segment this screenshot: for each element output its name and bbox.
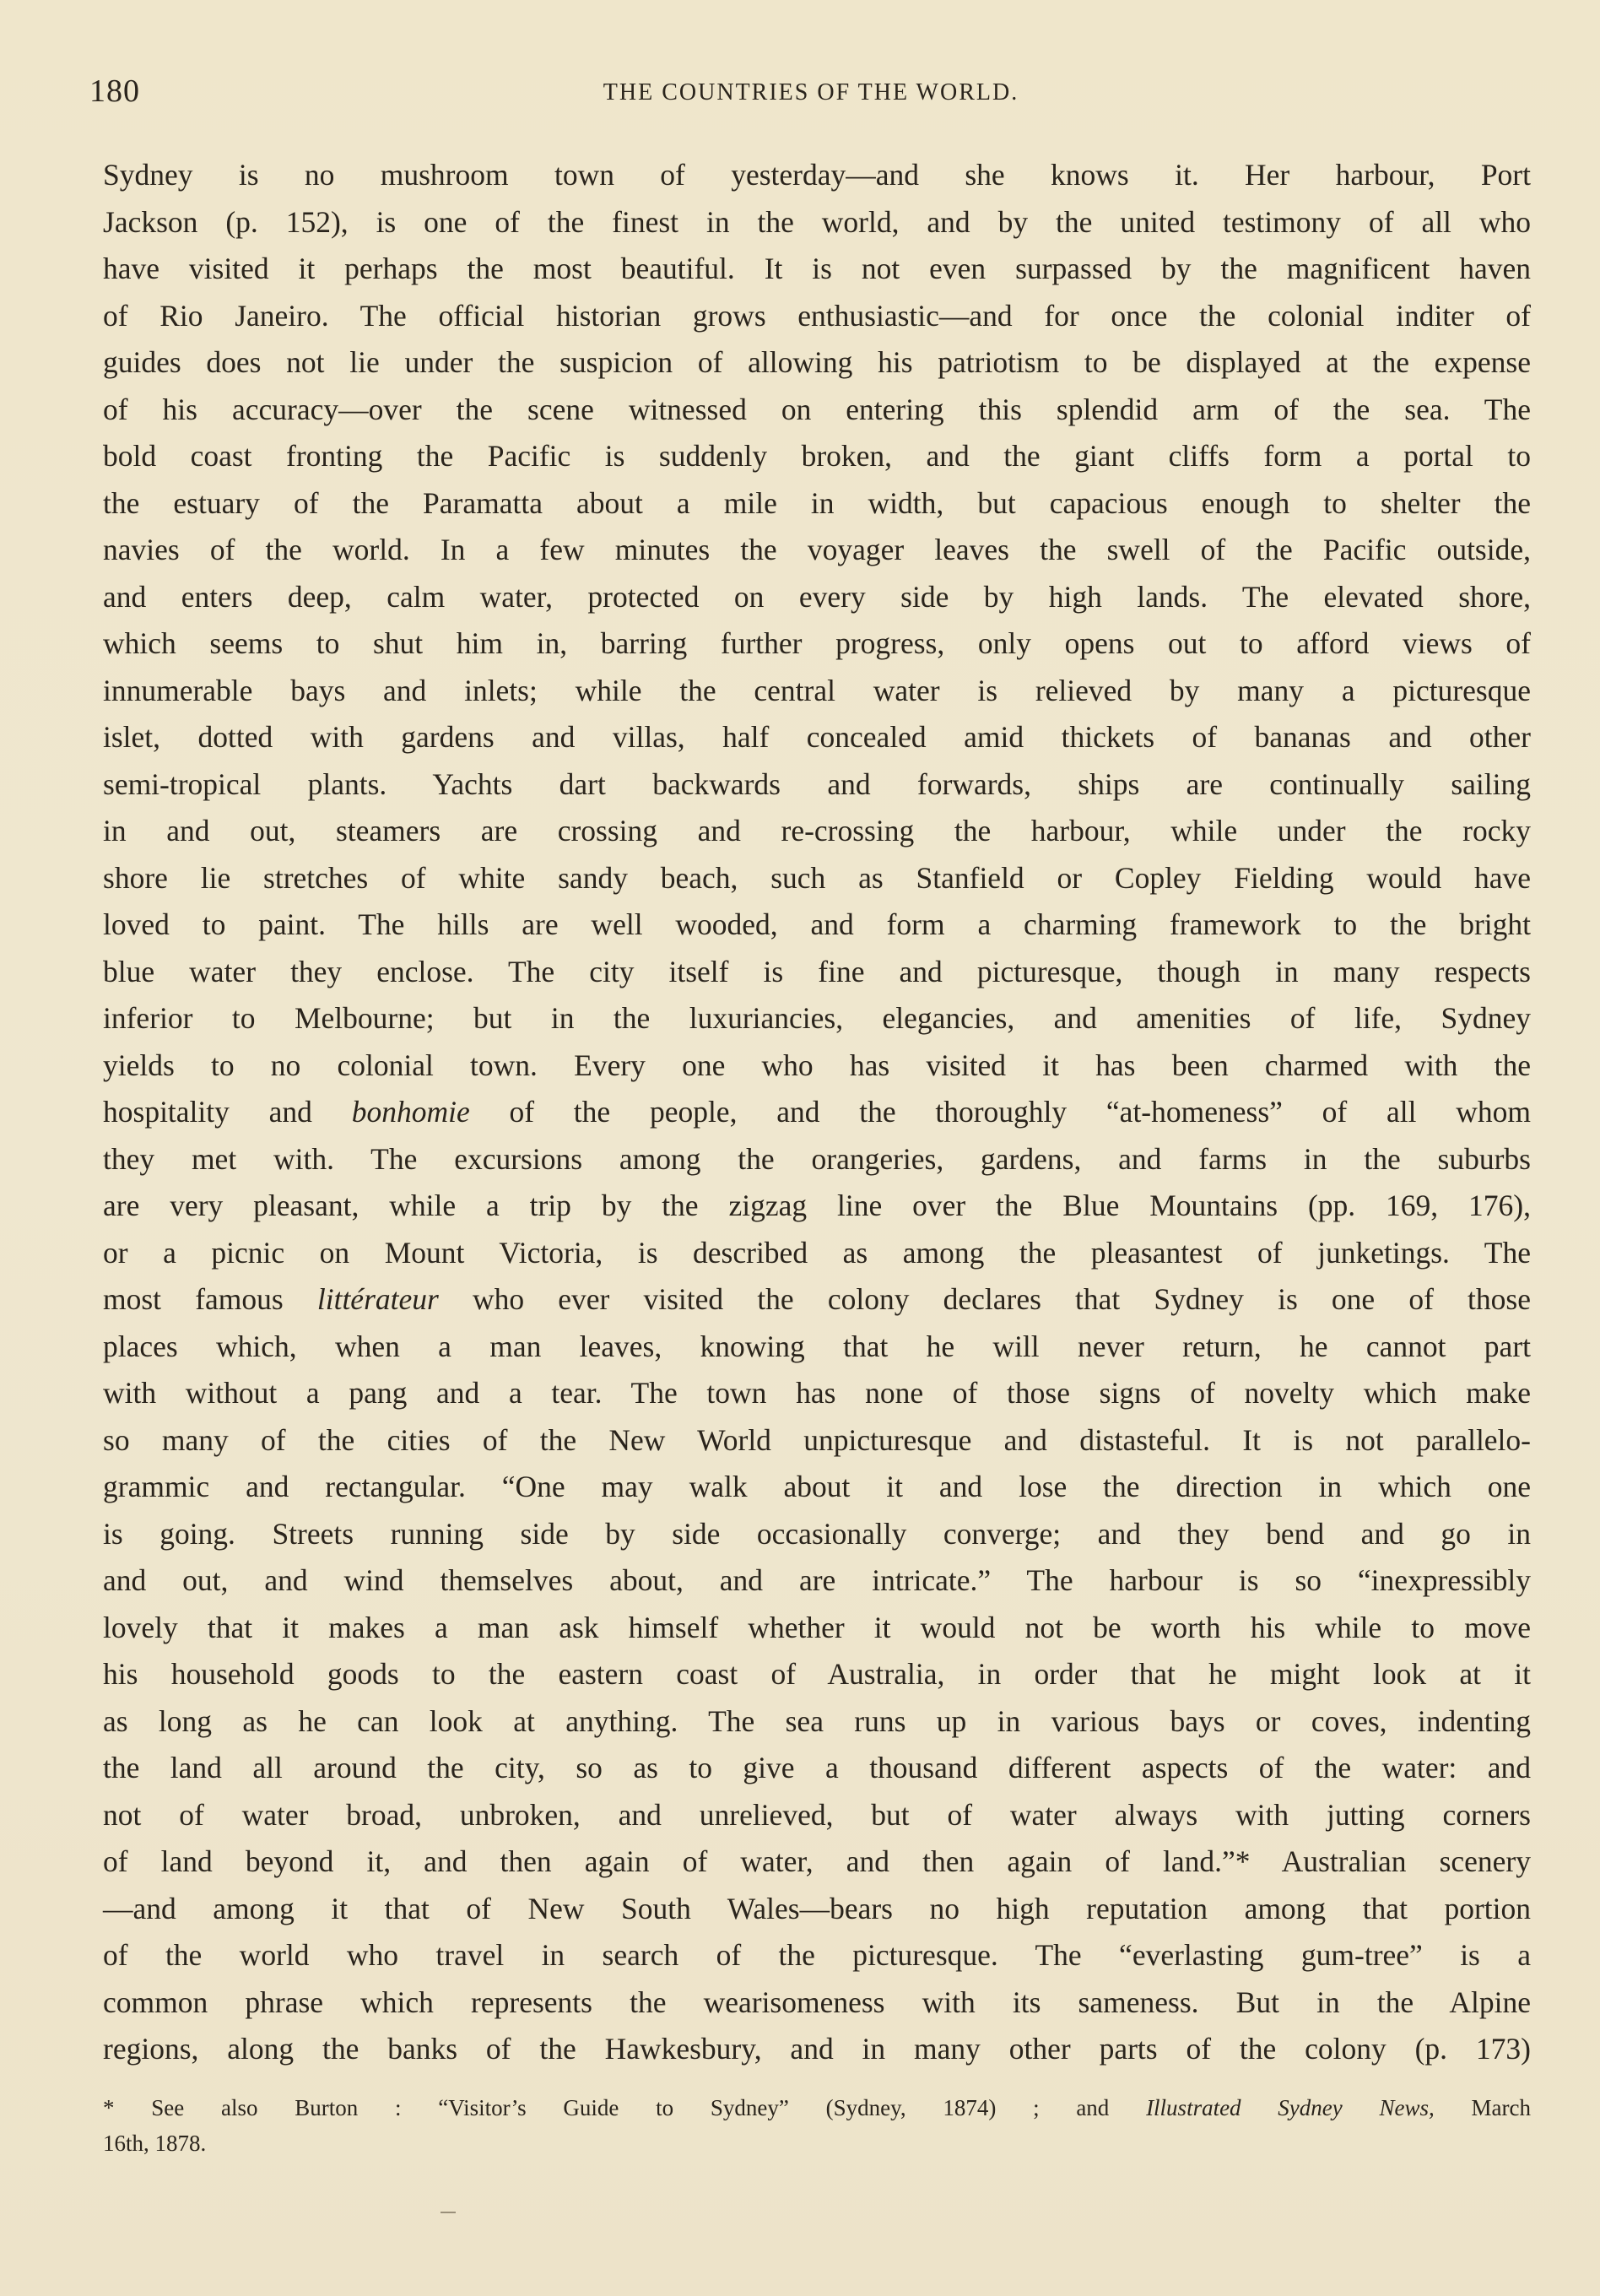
text-line [103,855,1531,902]
line-text: so many of the cities of the New World unpicturesque and distasteful. It is not parallelo- [103,1422,1531,1457]
text-line [103,1886,1531,1933]
text-line [103,339,1531,387]
line-text: guides does not lie under the suspicion of allowing his patriotism to be displayed at the expense [103,345,1531,379]
line-text: in and out, steamers are crossing and re-crossing the harbour, while under the rocky [103,814,1531,847]
footnote-line [103,2125,1531,2161]
text-line [103,995,1531,1042]
footnote-text: * See also Burton : “Visitor’s Guide to Sydney” (Sydney, 1874) ; and [103,2095,1147,2120]
text-line [103,1324,1531,1371]
line-text: places which, when a man leaves, knowing that he will never return, he cannot part [103,1329,1531,1363]
footnote-line [103,2090,1531,2125]
line-text: of Rio Janeiro. The official historian grows enthusiastic—and for once the colonial inditer of [103,298,1531,333]
text-line [103,387,1531,434]
italic-term: littérateur [316,1282,439,1316]
line-text: have visited it perhaps the most beautiful. It is not even surpassed by the magnificent haven [103,252,1531,285]
text-line [103,714,1531,761]
text-line [103,668,1531,715]
line-text: Sydney is no mushroom town of yesterday—and she knows it. Her harbour, Port [103,158,1531,192]
line-text: with without a pang and a tear. The town has none of those signs of novelty which make [103,1376,1531,1410]
line-text: bold coast fronting the Pacific is suddenly broken, and the giant cliffs form a portal to [103,439,1531,473]
footnote-italic-title: Illustrated Sydney News, [1146,2095,1435,2120]
line-text: loved to paint. The hills are well wooded, and form a charming framework to the bright [103,907,1531,941]
text-line [103,1979,1531,2027]
text-line [103,1792,1531,1839]
text-line [103,1136,1531,1183]
body-paragraph [103,152,1531,2073]
text-line [103,761,1531,809]
line-text: the estuary of the Paramatta about a mile in width, but capacious enough to shelter the [103,485,1531,520]
line-text: islet, dotted with gardens and villas, half concealed amid thickets of bananas and other [103,720,1531,754]
footnote-text: March [1434,2095,1531,2120]
line-text: common phrase which represents the wearisomeness with its sameness. But in the Alpine [103,1985,1531,2019]
text-line [103,574,1531,621]
text-line [103,293,1531,340]
line-text: Jackson (p. 152), is one of the finest in the world, and by the united testimony of all who [103,204,1531,239]
text-line [103,152,1531,199]
line-text: navies of the world. In a few minutes the voyager leaves the swell of the Pacific outside, [103,533,1531,566]
line-text: the land all around the city, so as to give a thousand different aspects of the water: and [103,1751,1531,1784]
text-line [103,1838,1531,1886]
text-line [103,1089,1531,1136]
line-text: of the world who travel in search of the picturesque. The “everlasting gum-tree” is a [103,1938,1531,1972]
line-text: blue water they enclose. The city itself is fine and picturesque, though in many respects [103,954,1531,988]
line-text: regions, along the banks of the Hawkesbury, and in many other parts of the colony (p. 173) [103,2032,1531,2066]
text-line [103,1932,1531,1979]
text-line [103,246,1531,293]
line-text: innumerable bays and inlets; while the central water is relieved by many a picturesque [103,673,1531,707]
line-text: and out, and wind themselves about, and are intricate.” The harbour is so “inexpressibly [103,1563,1531,1597]
line-text: is going. Streets running side by side occasionally converge; and they bend and go in [103,1516,1531,1551]
text-line [103,433,1531,480]
line-text: semi-tropical plants. Yachts dart backwards and forwards, ships are continually sailing [103,766,1531,801]
line-text: inferior to Melbourne; but in the luxuriancies, elegancies, and amenities of life, Sydney [103,1001,1531,1035]
text-line [103,1370,1531,1417]
text-line [103,1651,1531,1698]
line-text: as long as he can look at anything. The sea runs up in various bays or coves, indenting [103,1703,1531,1738]
text-line [103,949,1531,996]
text-line [103,1464,1531,1511]
text-line [103,199,1531,246]
text-line [103,620,1531,668]
text-line [103,527,1531,574]
line-text: hospitality and [103,1095,352,1129]
running-title: THE COUNTRIES OF THE WORLD. [603,79,1019,106]
footnote-text: 16th, 1878. [103,2131,207,2156]
line-text: shore lie stretches of white sandy beach, such as Stanfield or Copley Fielding would have [103,860,1531,895]
line-text: —and among it that of New South Wales—bears no high reputation among that portion [103,1891,1531,1925]
line-text: they met with. The excursions among the orangeries, gardens, and farms in the suburbs [103,1141,1531,1176]
text-line [103,1511,1531,1558]
text-line [103,480,1531,528]
line-text: most famous [103,1282,317,1316]
text-line [103,808,1531,855]
line-text: or a picnic on Mount Victoria, is described as among the pleasantest of junketings. The [103,1235,1531,1270]
text-line [103,1417,1531,1465]
page-header [89,73,1532,120]
line-text: his household goods to the eastern coast of Australia, in order that he might look at it [103,1657,1531,1691]
page-number: 180 [89,73,140,109]
line-text: of land beyond it, and then again of water, and then again of land.”* Australian scenery [103,1844,1531,1878]
text-line [103,1698,1531,1746]
line-text: yields to no colonial town. Every one who has visited it has been charmed with the [103,1048,1531,1082]
footnote [103,2090,1531,2161]
line-text: who ever visited the colony declares that Sydney is one of those [438,1282,1531,1316]
text-line [103,2026,1531,2073]
text-line [103,1276,1531,1324]
line-text: which seems to shut him in, barring further progress, only opens out to afford views of [103,626,1531,660]
italic-term: bonhomie [351,1095,470,1129]
text-line [103,1745,1531,1792]
line-text: of the people, and the thoroughly “at-homeness” of all whom [469,1095,1531,1129]
text-line [103,1557,1531,1605]
line-text: and enters deep, calm water, protected on every side by high lands. The elevated shore, [103,579,1531,614]
line-text: lovely that it makes a man ask himself whether it would not be worth his while to move [103,1610,1531,1644]
printer-mark [441,2212,456,2213]
text-line [103,1183,1531,1230]
line-text: are very pleasant, while a trip by the zigzag line over the Blue Mountains (pp. 169, 176), [103,1189,1531,1222]
text-line [103,1230,1531,1277]
text-line [103,1042,1531,1090]
line-text: not of water broad, unbroken, and unrelieved, but of water always with jutting corners [103,1797,1531,1832]
line-text: grammic and rectangular. “One may walk about it and lose the direction in which one [103,1470,1531,1503]
text-line [103,1605,1531,1652]
line-text: of his accuracy—over the scene witnessed on entering this splendid arm of the sea. The [103,392,1531,426]
text-line [103,902,1531,949]
